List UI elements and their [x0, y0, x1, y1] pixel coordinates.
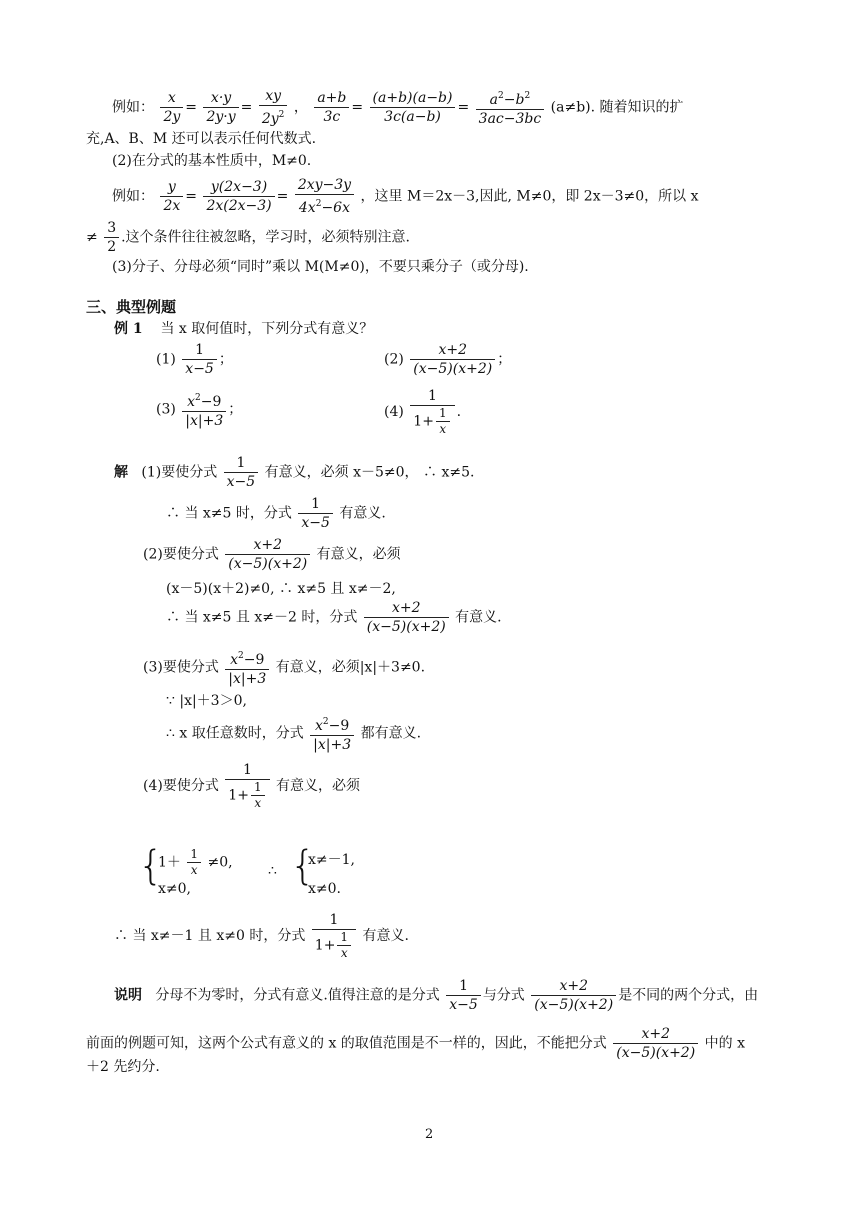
question-4: (4) 1 1+ $\frac{1}{x}$ . — [384, 388, 462, 436]
fraction: $\frac{a+b}{3c}$ — [314, 90, 349, 125]
fraction: $\frac{y}{2x}$ — [160, 179, 183, 214]
solution-2: (2)要使分式 $\frac{x+2}{(x-5)(x+2)}$ 有意义，必须 — [143, 537, 401, 572]
fraction: $\frac{2xy-3y}{4x^2-6x}$ — [295, 177, 354, 216]
fraction: $\frac{x\cdot y}{2y\cdot y}$ — [203, 90, 238, 125]
fraction: $\frac{1}{x-5}$ — [446, 978, 481, 1013]
point-2-note: ≠ $\frac{3}{2}$ .这个条件往往被忽略，学习时，必须特别注意. — [86, 220, 411, 255]
left-brace-icon: { — [138, 843, 164, 889]
system-1-row-2: x≠0, — [158, 881, 191, 897]
solution-3-reason: ∵ |x|＋3＞0, — [166, 693, 247, 709]
section-title: 三、典型例题 — [86, 298, 177, 316]
fraction: $\frac{x+2}{(x-5)(x+2)}$ — [613, 1026, 698, 1061]
fraction: $\frac{3}{2}$ — [104, 220, 119, 255]
fraction: $\frac{xy}{2y^2}$ — [259, 88, 288, 127]
fraction: $\frac{x+2}{(x-5)(x+2)}$ — [364, 600, 449, 635]
system-2-row-2: x≠0. — [308, 881, 341, 897]
remark-line-1: 说明 分母不为零时，分式有意义.值得注意的是分式 $\frac{1}{x-5}$ 与分式 $\frac{x+2}{(x-5)(x+2)}$ 是不同的两个分式，由 — [114, 978, 759, 1013]
fraction: $\frac{1}{x-5}$ — [224, 455, 259, 490]
example-1-question: 例 1 当 x 取何值时，下列分式有意义？ — [114, 321, 374, 337]
point-3: (3)分子、分母必须“同时”乘以 M(M≠0)，不要只乘分子（或分母). — [112, 259, 529, 275]
remark-line-2: 前面的例题可知，这两个公式有意义的 x 的取值范围是不一样的，因此，不能把分式 $\frac{x+2}{(x-5)(x+2)}$ 中的 x — [86, 1026, 745, 1061]
example-label: 例如： — [112, 99, 154, 116]
fraction: 1 1+ $\frac{1}{x}$ — [410, 388, 454, 436]
fraction: $\frac{1}{x}$ — [187, 848, 201, 877]
solution-3: (3)要使分式 $\frac{x^2-9}{|x|+3}$ 有意义，必须|x|＋3≠0. — [143, 648, 425, 687]
fraction: $\frac{x^2-9}{|x|+3}$ — [225, 648, 269, 687]
solution-1-conclusion: ∴ 当 x≠5 时，分式 $\frac{1}{x-5}$ 有意义. — [166, 496, 386, 531]
system-2-row-1: x≠－1, — [308, 852, 355, 868]
fraction: $\frac{x^2-9}{|x|+3}$ — [310, 714, 354, 753]
solution-2-condition: (x－5)(x＋2)≠0, ∴ x≠5 且 x≠－2, — [166, 581, 396, 597]
page-number: 2 — [425, 1127, 434, 1142]
fraction: $\frac{x+2}{(x-5)(x+2)}$ — [410, 342, 495, 377]
point-2-example: 例如： $\frac{y}{2x}$ = $\frac{y(2x-3)}{2x(2x-3)}$ = $\frac{2xy-3y}{4x^2-6x}$ ，这里 M＝2x－3,因此, M≠0，即 2x－3≠0，所以 x — [112, 177, 699, 216]
fraction: $\frac{y(2x-3)}{2x(2x-3)}$ — [203, 179, 274, 214]
left-brace-icon: { — [290, 843, 316, 889]
question-2: (2) $\frac{x+2}{(x-5)(x+2)}$ ； — [384, 342, 512, 377]
fraction: $\frac{x}{2y}$ — [160, 90, 183, 125]
condition: (a≠b) — [550, 99, 591, 116]
fraction: 1 1+ $\frac{1}{x}$ — [225, 762, 269, 810]
solution-2-conclusion: ∴ 当 x≠5 且 x≠－2 时，分式 $\frac{x+2}{(x-5)(x+2)}$ 有意义. — [166, 600, 502, 635]
therefore-symbol: ∴ — [268, 863, 277, 879]
fraction: $\frac{x+2}{(x-5)(x+2)}$ — [225, 537, 310, 572]
fraction: $\frac{a^2-b^2}{3ac-3bc}$ — [476, 88, 545, 127]
question-3: (3) $\frac{x^2-9}{|x|+3}$ ； — [156, 390, 242, 429]
question-1: (1) $\frac{1}{x-5}$ ； — [156, 342, 233, 377]
solution-3-conclusion: ∴ x 取任意数时，分式 $\frac{x^2-9}{|x|+3}$ 都有意义. — [166, 714, 421, 753]
fraction: $\frac{(a+b)(a-b)}{3c(a-b)}$ — [370, 90, 456, 125]
solution-4: (4)要使分式 1 1+ $\frac{1}{x}$ 有意义，必须 — [143, 762, 361, 810]
fraction: $\frac{x^2-9}{|x|+3}$ — [182, 390, 226, 429]
remark-line-3: ＋2 先约分. — [86, 1059, 160, 1075]
example-label: 例 1 — [114, 321, 143, 337]
intro-line-2: 充,A、B、M 还可以表示任何代数式. — [86, 131, 317, 147]
intro-example-line: 例如： $\frac{x}{2y}$ = $\frac{x\cdot y}{2y\cdot y}$ = $\frac{xy}{2y^2}$ ， $\frac{a+b}{3c}$ = $\frac{(a+b)(a-b)}{3c(a-b)}$ = $\frac{a^2-b^2}{3ac-3bc}$ (a≠b). 随着知识的扩 — [112, 88, 684, 127]
fraction: 1 1+ $\frac{1}{x}$ — [312, 912, 356, 960]
system-1-row-1: 1＋ $\frac{1}{x}$ ≠0, — [158, 847, 233, 877]
fraction: $\frac{1}{x-5}$ — [298, 496, 333, 531]
point-2-title: (2)在分式的基本性质中，M≠0. — [112, 153, 312, 169]
solution-4-conclusion: ∴ 当 x≠－1 且 x≠0 时，分式 1 1+ $\frac{1}{x}$ 有意义. — [114, 912, 409, 960]
fraction: $\frac{1}{x-5}$ — [182, 342, 217, 377]
solution-1: 解 (1)要使分式 $\frac{1}{x-5}$ 有意义，必须 x－5≠0， ∴ x≠5. — [114, 455, 475, 490]
fraction: $\frac{x+2}{(x-5)(x+2)}$ — [531, 978, 616, 1013]
